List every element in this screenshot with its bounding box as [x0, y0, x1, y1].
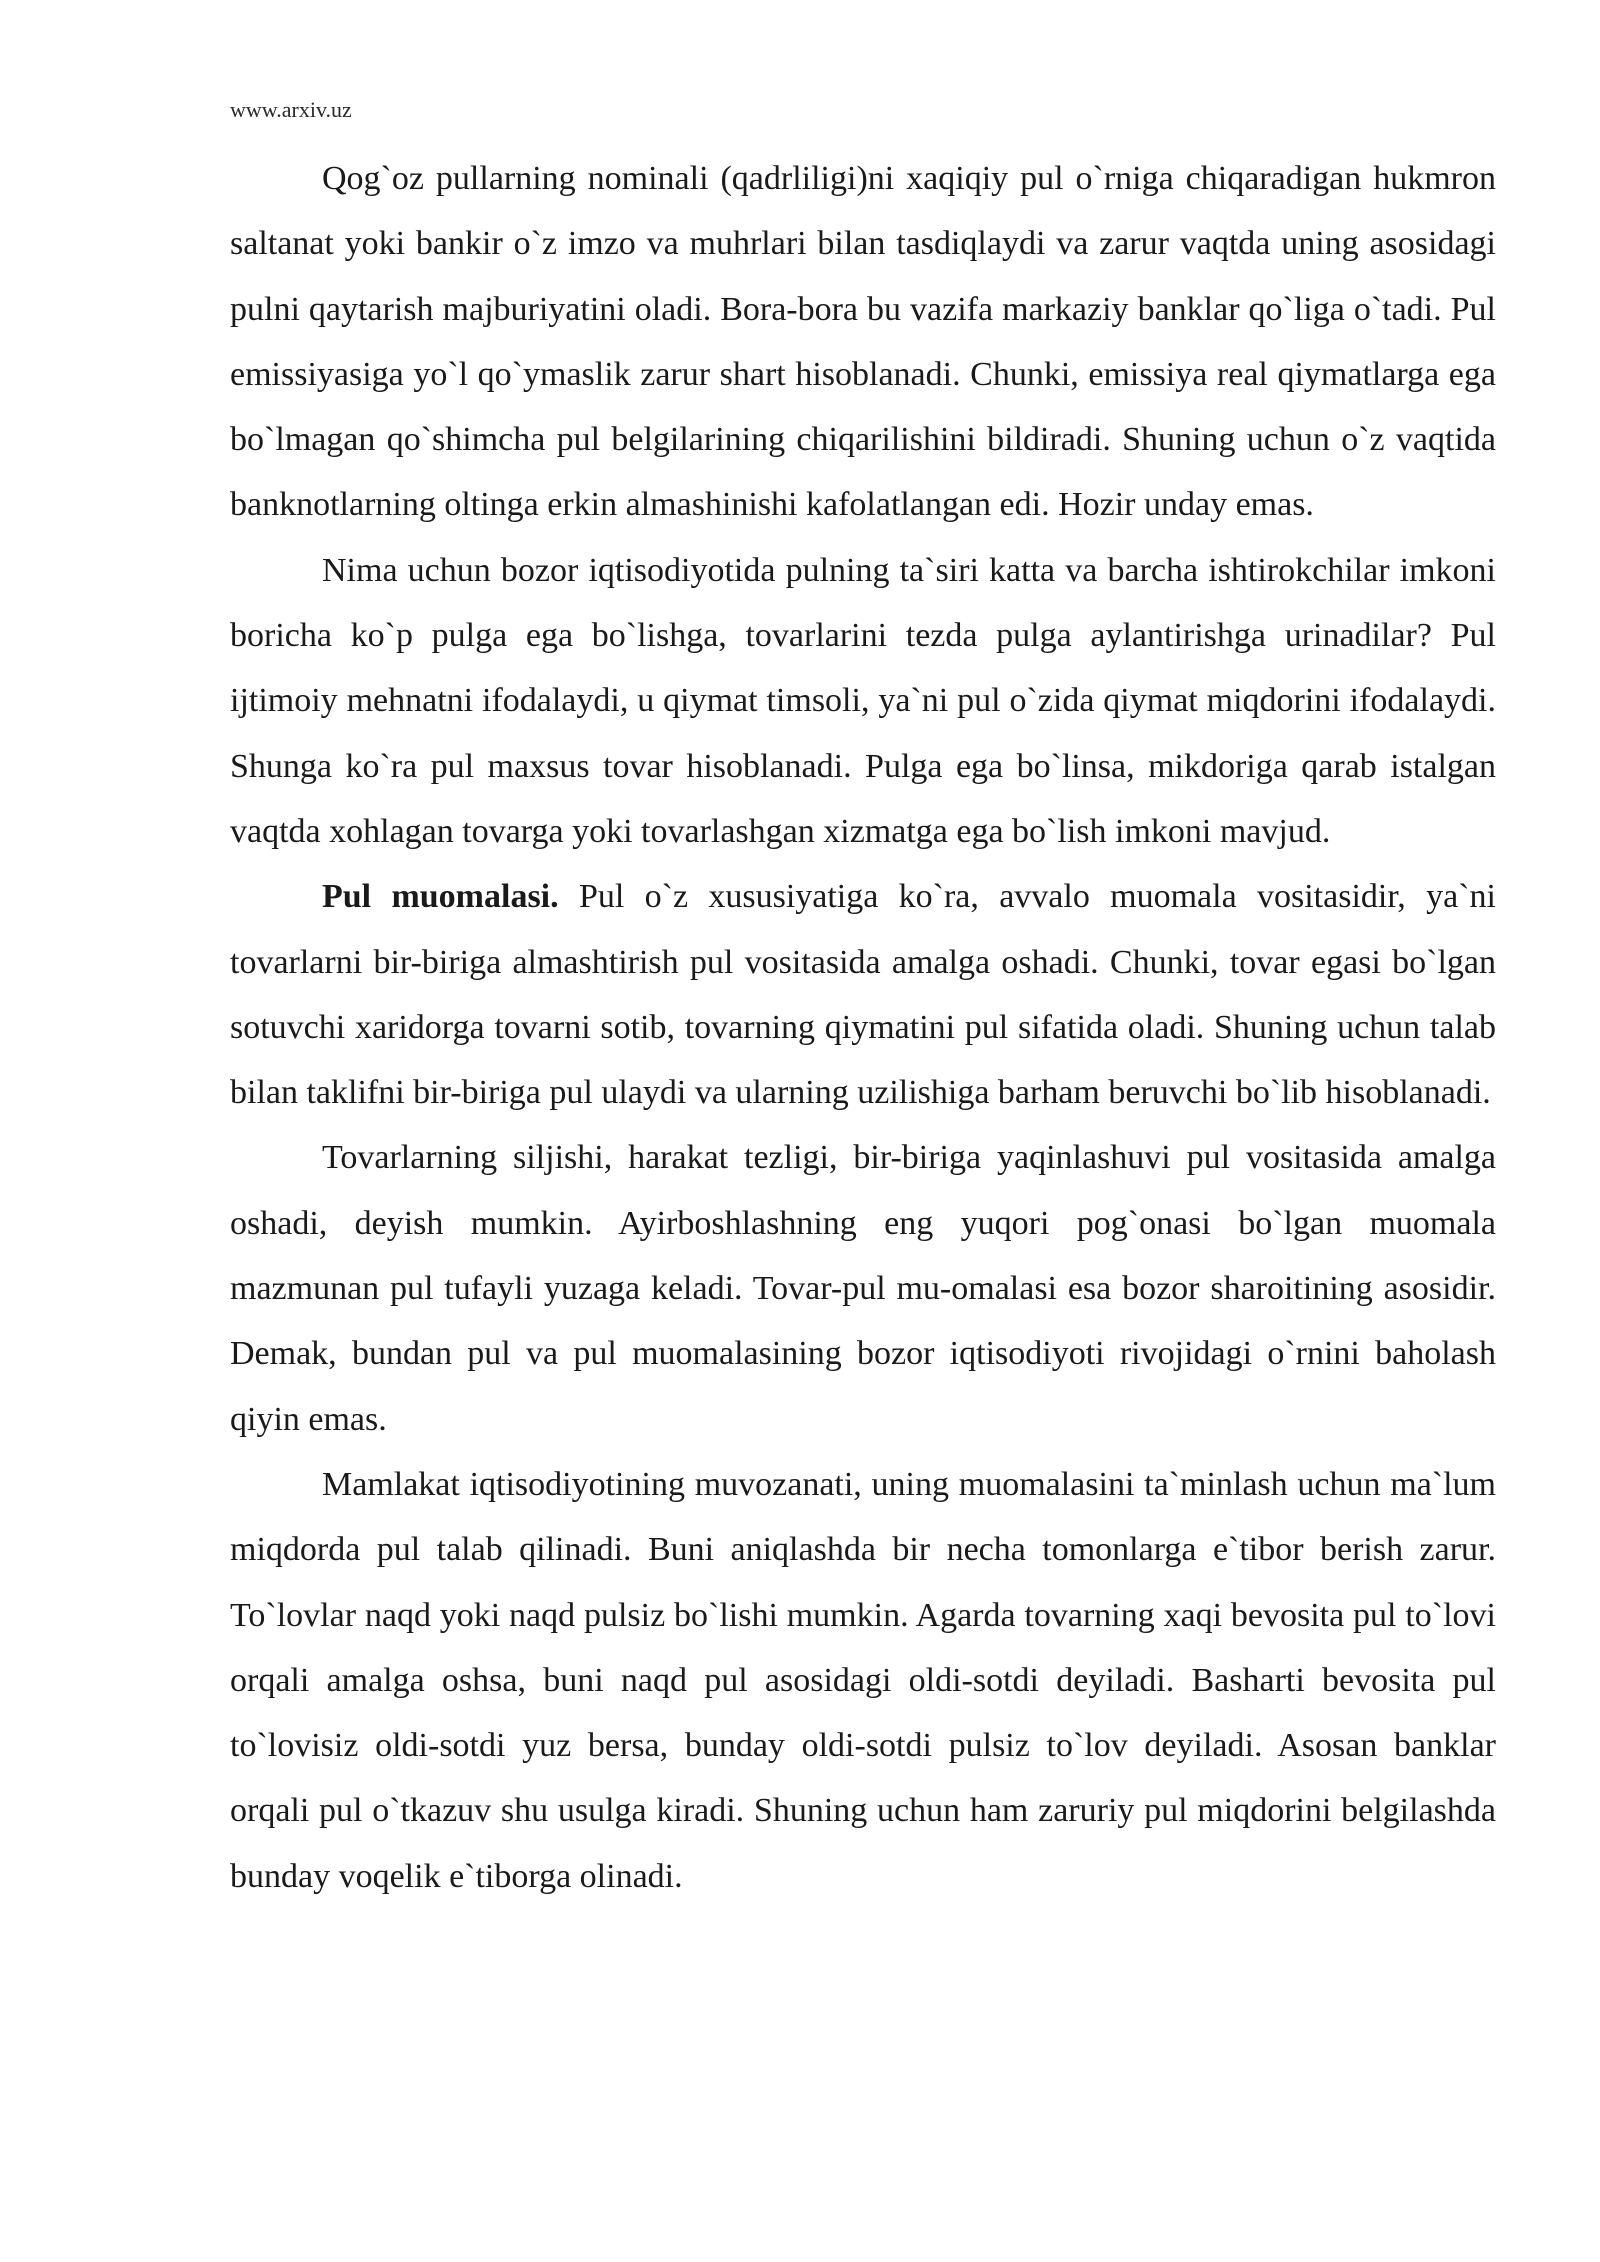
paragraph-text: Tovarlarning siljishi, harakat tezligi, bir-biriga yaqinlashuvi pul vositasida amalga oshadi, deyish mumkin. Ayirboshlashning eng yuqori pog`onasi bo`lgan muomala mazmunan pul tufayli yuzaga keladi. Tovar-pul mu-omalasi esa bozor sharoitining asosidir. Demak, bundan pul va pul muomalasining bozor iqtisodiyoti rivojidagi o`rnini baholash qiyin emas.: [230, 1139, 1496, 1438]
paragraph-goods-movement: [230, 1125, 1496, 1451]
paragraph-money-circulation: [230, 864, 1496, 1125]
paragraph-money-influence: [230, 538, 1496, 864]
paragraph-text: Nima uchun bozor iqtisodiyotida pulning ta`siri katta va barcha ishtirokchilar imkoni boricha ko`p pulga ega bo`lishga, tovarlarini tezda pulga aylantirishga urinadilar? Pul ijtimoiy mehnatni ifodalaydi, u qiymat timsoli, ya`ni pul o`zida qiymat miqdorini ifodalaydi. Shunga ko`ra pul maxsus tovar hisoblanadi. Pulga ega bo`linsa, mikdoriga qarab istalgan vaqtda xohlagan tovarga yoki tovarlashgan xizmatga ega bo`lish imkoni mavjud.: [230, 551, 1496, 850]
paragraph-economy-balance: [230, 1452, 1496, 1909]
paragraph-paper-money: [230, 146, 1496, 538]
page-header-url: www.arxiv.uz: [230, 97, 352, 122]
paragraph-text: Pul o`z xususiyatiga ko`ra, avvalo muomala vositasidir, ya`ni tovarlarni bir-biriga almashtirish pul vositasida amalga oshadi. Chunki, tovar egasi bo`lgan sotuvchi xaridorga tovarni sotib, tovarning qiymatini pul sifatida oladi. Shuning uchun talab bilan taklifni bir-biriga pul ulaydi va ularning uzilishiga barham beruvchi bo`lib hisoblanadi.: [230, 878, 1496, 1112]
paragraph-text: Qog`oz pullarning nominali (qadrliligi)ni xaqiqiy pul o`rniga chiqaradigan hukmron saltanat yoki bankir o`z imzo va muhrlari bilan tasdiqlaydi va zarur vaqtda uning asosidagi pulni qaytarish majburiyatini oladi. Bora-bora bu vazifa markaziy banklar qo`liga o`tadi. Pul emissiyasiga yo`l qo`ymaslik zarur shart hisoblanadi. Chunki, emissiya real qiymatlarga ega bo`lmagan qo`shimcha pul belgilarining chiqarilishini bildiradi. Shuning uchun o`z vaqtida banknotlarning oltinga erkin almashinishi kafolatlangan edi. Hozir unday emas.: [230, 160, 1496, 524]
paragraph-text: Mamlakat iqtisodiyotining muvozanati, uning muomalasini ta`minlash uchun ma`lum miqdorda pul talab qilinadi. Buni aniqlashda bir necha tomonlarga e`tibor berish zarur. To`lovlar naqd yoki naqd pulsiz bo`lishi mumkin. Agarda tovarning xaqi bevosita pul to`lovi orqali amalga oshsa, buni naqd pul asosidagi oldi-sotdi deyiladi. Basharti bevosita pul to`lovisiz oldi-sotdi yuz bersa, bunday oldi-sotdi pulsiz to`lov deyiladi. Asosan banklar orqali pul o`tkazuv shu usulga kiradi. Shuning uchun ham zaruriy pul miqdorini belgilashda bunday voqelik e`tiborga olinadi.: [230, 1465, 1496, 1895]
section-heading-inline: Pul muomalasi.: [322, 878, 559, 916]
document-body: [230, 146, 1496, 1909]
